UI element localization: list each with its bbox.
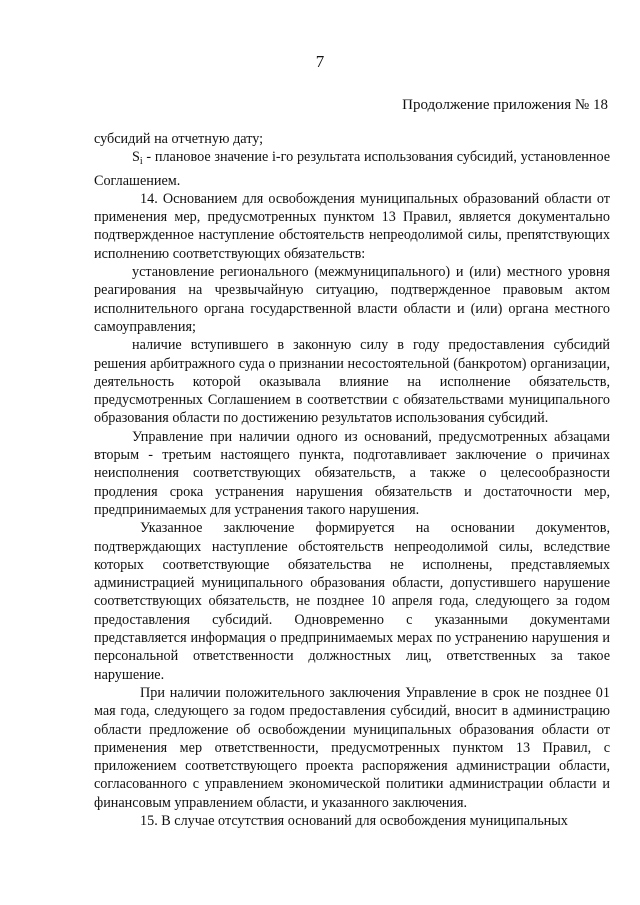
symbol-s: S xyxy=(132,149,140,166)
page-number: 7 xyxy=(315,52,325,71)
paragraph-3: 14. Основанием для освобождения муниципальных образований области от применения мер, предусмотренных пунктом 13 Правил, является документально подтвержденное наступление обстоятельств непреодолимой силы, препятствующих исполнению соответствующих обязательств: xyxy=(94,190,610,262)
paragraph-5: наличие вступившего в законную силу в году предоставления субсидий решения арбитражного суда о признании несостоятельной (банкротом) организации, деятельность которой оказывала влияние на исполнение обязательств, предусмотренных Соглашением в соответствии с обязательствами муниципального образования области по достижению результатов использования субсидий. xyxy=(94,337,610,427)
body-text xyxy=(94,130,610,830)
paragraph-2 xyxy=(94,148,610,190)
paragraph-7: Указанное заключение формируется на основании документов, подтверждающих наступление обстоятельств непреодолимой силы, вследствие которых соответствующие обязательства не исполнены, представляемых администрацией муниципального образования области, допустившего нарушение соответствующих обязательств, не позднее 10 апреля года, следующего за годом предоставления субсидий. Одновременно с указанными документами представляется информация о предпринимаемых мерах по устранению нарушения и персональной ответственности должностных лиц, ответственных за такое нарушение. xyxy=(94,520,610,683)
paragraph-8: При наличии положительного заключения Управление в срок не позднее 01 мая года, следующего за годом предоставления субсидий, вносит в администрацию области предложение об освобождении муниципальных образования области от применения мер ответственности, предусмотренных пунктом 13 Правил, с приложением соответствующего проекта распоряжения администрации области, согласованного с управлением экономической политики администрации области и финансовым управлением области, и указанного заключения. xyxy=(94,684,610,811)
paragraph-9: 15. В случае отсутствия оснований для освобождения муниципальных xyxy=(140,812,568,829)
paragraph-2-text: - плановое значение i-го результата использования субсидий, установленное Соглашением. xyxy=(94,149,611,189)
paragraph-6: Управление при наличии одного из оснований, предусмотренных абзацами вторым - третьим настоящего пункта, подготавливает заключение о причинах неисполнения соответствующих обязательств, а также о целесообразности продления срока устранения нарушения обязательств и достаточности мер, предпринимаемых для устранения такого нарушения. xyxy=(94,428,610,518)
symbol-s-subscript: i xyxy=(139,156,143,168)
paragraph-1: субсидий на отчетную дату; xyxy=(94,131,264,147)
appendix-note: Продолжение приложения № 18 xyxy=(402,97,608,113)
paragraph-4: установление регионального (межмуниципального) и (или) местного уровня реагирования на чрезвычайную ситуацию, подтвержденное правовым актом исполнительного органа государственной власти области и (или) органа местного самоуправления; xyxy=(94,264,610,335)
